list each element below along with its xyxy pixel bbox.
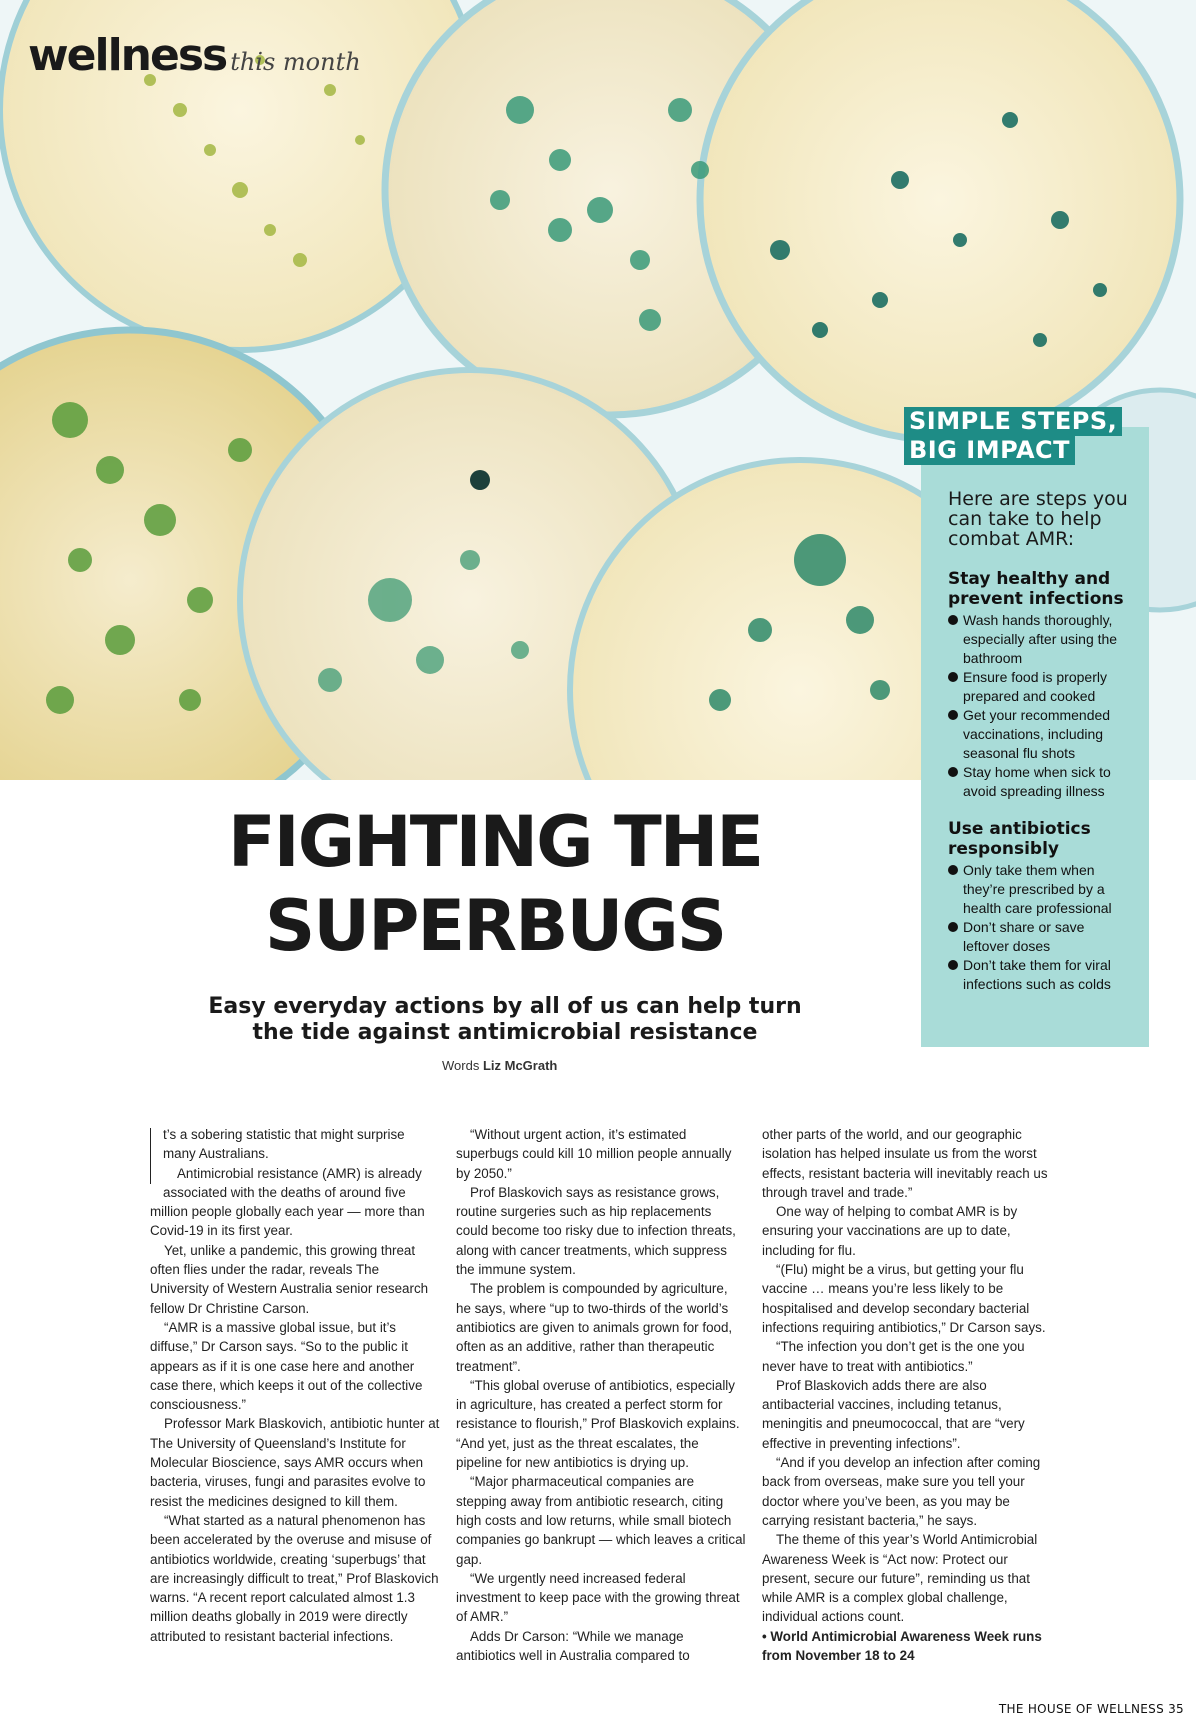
- paragraph: One way of helping to combat AMR is by ensuring your vaccinations are up to date, including for flu.: [762, 1204, 1018, 1258]
- paragraph: “What started as a natural phenomenon has been accelerated by the overuse and misuse of antibiotics worldwide, creating ‘superbugs’ that are increasingly difficult to treat,” Prof Blaskovich warns. “A recent report calculated almost 1.3 million deaths globally in 2019 were directly attributed to resistant bacterial infections.: [150, 1512, 439, 1644]
- paragraph: The theme of this year’s World Antimicrobial Awareness Week is “Act now: Protect our present, secure our future”, reminding us that while AMR is a complex global challenge, individual actions count.: [762, 1532, 1038, 1625]
- byline-author: Liz McGrath: [482, 1058, 558, 1073]
- sidebar-section-heading: Use antibiotics responsibly: [948, 819, 1091, 859]
- page-footer: [999, 1702, 1184, 1716]
- paragraph: Professor Mark Blaskovich, antibiotic hunter at The University of Queensland’s Institute for Molecular Bioscience, says AMR occurs when bacteria, viruses, fungi and parasites evolve to resist the medicines designed to kill them.: [150, 1416, 440, 1509]
- sidebar-list-item: Only take them when they’re prescribed by a health care professional: [948, 861, 1133, 918]
- paragraph: “Major pharmaceutical companies are stepping away from antibiotic research, citing high costs and low returns, while small biotech companies go bankrupt — which leaves a critical gap.: [456, 1474, 746, 1567]
- sidebar-list-item: Wash hands thoroughly, especially after using the bathroom: [948, 611, 1133, 668]
- headline-line2: SUPERBUGS: [264, 885, 726, 967]
- paragraph: Yet, unlike a pandemic, this growing threat often flies under the radar, reveals The University of Western Australia senior research fellow Dr Christine Carson.: [150, 1242, 429, 1316]
- byline: [442, 1058, 557, 1073]
- paragraph: “Without urgent action, it’s estimated superbugs could kill 10 million people annually by 2050.”: [456, 1127, 732, 1181]
- sidebar-list-item: Don’t take them for viral infections such as colds: [948, 956, 1133, 994]
- closing-note: • World Antimicrobial Awareness Week runs from November 18 to 24: [762, 1628, 1042, 1664]
- paragraph: other parts of the world, and our geographic isolation has helped insulate us from the worst effects, resistant bacteria will inevitably reach us through travel and trade.”: [762, 1127, 1048, 1200]
- paragraph: “(Flu) might be a virus, but getting your flu vaccine … means you’re less likely to be hospitalised and develop secondary bacterial infections requiring antibiotics,” Dr Carson says.: [762, 1262, 1046, 1335]
- paragraph: “The infection you don’t get is the one you never have to treat with antibiotics.”: [762, 1339, 1025, 1374]
- paragraph: “This global overuse of antibiotics, especially in agriculture, has created a perfect storm for resistance to flourish,” Prof Blaskovich explains. “And yet, just as the threat escalates, the pipeline for new antibiotics is drying up.: [456, 1377, 740, 1471]
- paragraph: Adds Dr Carson: “While we manage antibiotics well in Australia compared to: [456, 1628, 690, 1664]
- sidebar-list: [948, 611, 1133, 801]
- brand-logo: [28, 30, 361, 81]
- paragraph: Antimicrobial resistance (AMR) is already associated with the deaths of around five million people globally each year — more than Covid-19 in its first year.: [150, 1165, 425, 1239]
- paragraph: The problem is compounded by agriculture, he says, where “up to two-thirds of the world’s antibiotics are given to animals grown for food, often as an additive, rather than therapeutic treatment”.: [456, 1281, 733, 1374]
- brand-name: wellness: [28, 30, 227, 81]
- byline-label: Words: [442, 1058, 480, 1073]
- publication-name: THE HOUSE OF WELLNESS: [998, 1702, 1164, 1716]
- sidebar-list-item: Get your recommended vaccinations, including seasonal flu shots: [948, 706, 1133, 763]
- sidebar-list: [948, 861, 1133, 994]
- headline-line1: FIGHTING THE: [227, 801, 763, 883]
- sidebar-section-heading: Stay healthy and prevent infections: [948, 569, 1124, 609]
- paragraph: “And if you develop an infection after coming back from overseas, make sure you tell your doctor where you’ve been, as you may be carrying resistant bacteria,” he says.: [762, 1455, 1041, 1528]
- article-column-1: [150, 1125, 440, 1646]
- article-standfirst: Easy everyday actions by all of us can help turn the tide against antimicrobial resistance: [208, 994, 802, 1045]
- sidebar-list-item: Don’t share or save leftover doses: [948, 918, 1133, 956]
- page-number: 35: [1168, 1702, 1184, 1716]
- paragraph: “We urgently need increased federal investment to keep pace with the growing threat of AMR.”: [456, 1570, 740, 1625]
- drop-cap-bar: [150, 1128, 155, 1184]
- sidebar-title-line2: BIG IMPACT: [904, 436, 1075, 465]
- paragraph: Prof Blaskovich says as resistance grows, routine surgeries such as hip replacements could become too risky due to infection threats, along with cancer treatments, which suppress the immune system.: [456, 1184, 736, 1278]
- article-column-3: [762, 1125, 1052, 1665]
- sidebar-title-line1: SIMPLE STEPS,: [904, 407, 1122, 436]
- sidebar-list-item: Stay home when sick to avoid spreading illness: [948, 763, 1133, 801]
- paragraph: Prof Blaskovich adds there are also antibacterial vaccines, including tetanus, meningitis and pneumococcal, that are “very effective in preventing infections”.: [762, 1377, 1025, 1451]
- sidebar-intro: Here are steps you can take to help combat AMR:: [948, 488, 1128, 550]
- paragraph: t’s a sobering statistic that might surprise many Australians.: [163, 1127, 405, 1162]
- tips-sidebar: [909, 407, 1149, 1047]
- sidebar-list-item: Ensure food is properly prepared and cooked: [948, 668, 1133, 706]
- article-column-2: [456, 1125, 746, 1665]
- paragraph: “AMR is a massive global issue, but it’s diffuse,” Dr Carson says. “So to the public it appears as if it is one case here and another case there, which keeps it out of the collective consciousness.”: [150, 1319, 423, 1413]
- brand-tagline: this month: [230, 48, 361, 76]
- sidebar-title: [904, 407, 1122, 465]
- article-headline: [150, 800, 840, 968]
